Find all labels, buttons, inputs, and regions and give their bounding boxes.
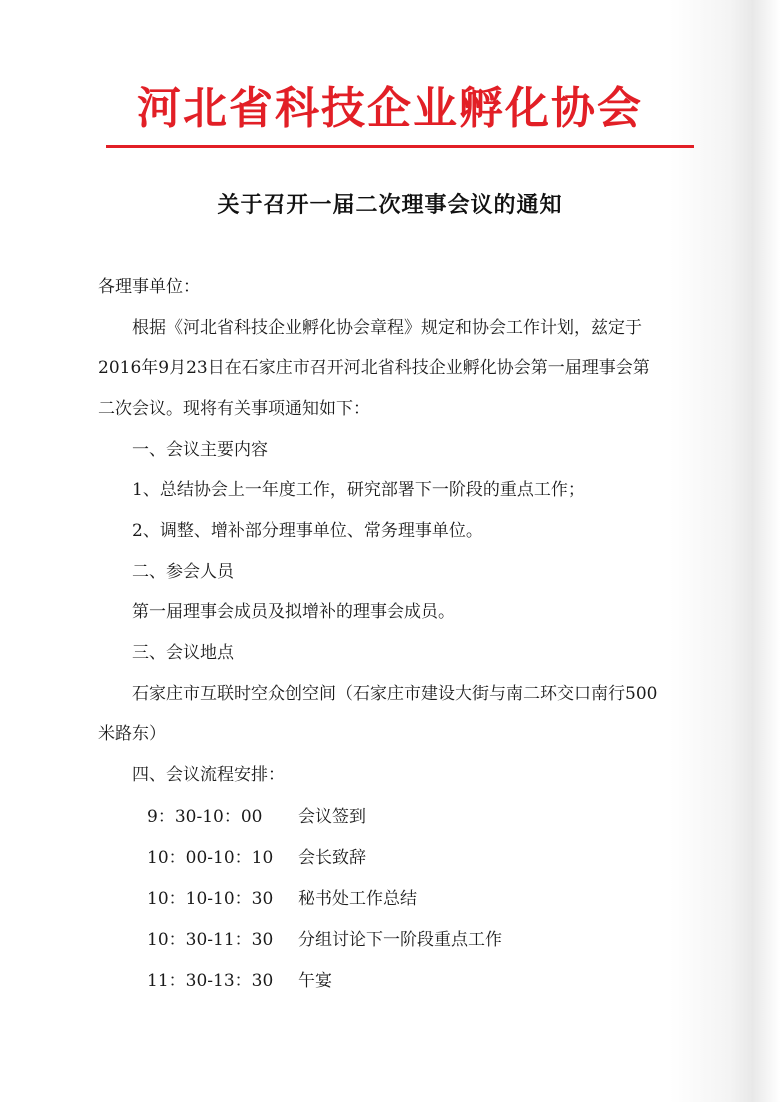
schedule-time: 9：30-10：00 [147,807,263,827]
section-3-line-2: 米路东） [98,724,166,744]
section-1-item-2: 2、调整、增补部分理事单位、常务理事单位。 [132,521,483,541]
schedule-time: 10：10-10：30 [147,889,274,909]
intro-line-1: 根据《河北省科技企业孵化协会章程》规定和协会工作计划，兹定于 [132,318,642,338]
section-3-line-1: 石家庄市互联时空众创空间（石家庄市建设大街与南二环交口南行500 [132,684,658,704]
schedule-item: 秘书处工作总结 [298,889,417,909]
scan-shadow [670,0,780,1102]
schedule-time: 10：00-10：10 [147,848,274,868]
section-1-heading: 一、会议主要内容 [132,440,268,460]
schedule-item: 午宴 [298,971,332,991]
section-2-heading: 二、参会人员 [132,562,234,582]
schedule-item: 会议签到 [298,807,366,827]
schedule-item: 分组讨论下一阶段重点工作 [298,930,502,950]
notice-title: 关于召开一届二次理事会议的通知 [217,192,563,218]
organization-letterhead: 河北省科技企业孵化协会 [137,83,643,134]
section-4-heading: 四、会议流程安排： [132,765,285,785]
intro-line-2: 2016年9月23日在石家庄市召开河北省科技企业孵化协会第一届理事会第 [98,358,650,378]
schedule-item: 会长致辞 [298,848,366,868]
intro-line-3: 二次会议。现将有关事项通知如下： [98,399,370,419]
schedule-time: 11：30-13：30 [147,971,274,991]
section-2-text: 第一届理事会成员及拟增补的理事会成员。 [132,602,455,622]
letterhead-red-rule [106,145,694,148]
salutation: 各理事单位： [98,277,200,297]
section-1-item-1: 1、总结协会上一年度工作，研究部署下一阶段的重点工作； [132,480,585,500]
schedule-time: 10：30-11：30 [147,930,274,950]
section-3-heading: 三、会议地点 [132,643,234,663]
